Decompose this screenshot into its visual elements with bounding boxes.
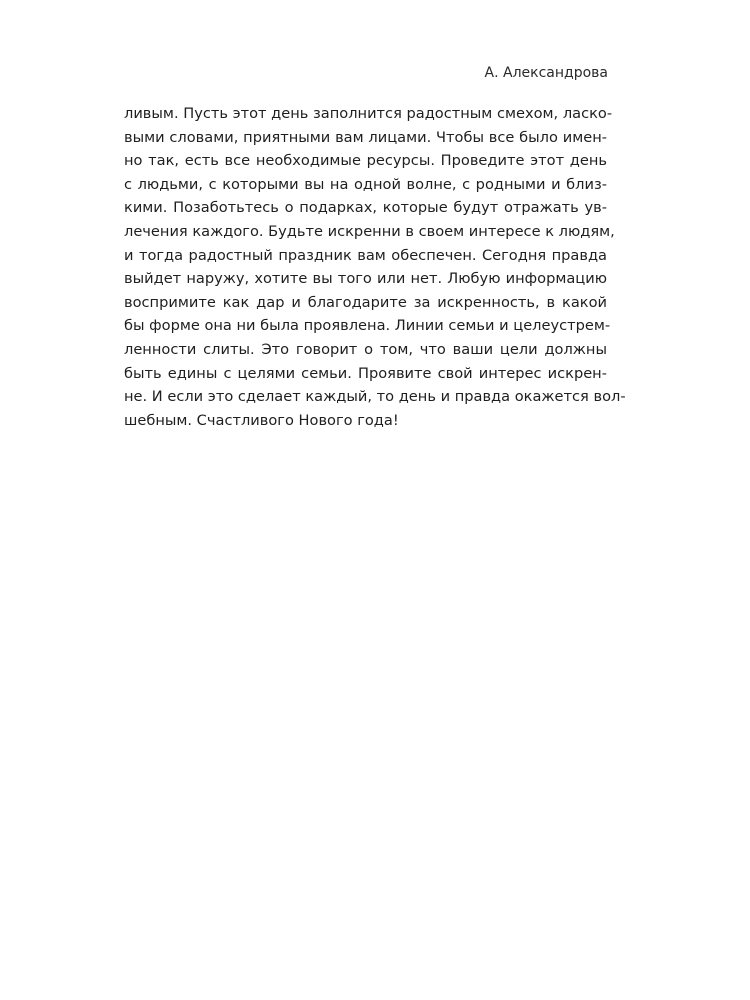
text-line: быть едины с целями семьи. Проявите свой интерес искрен- — [124, 364, 607, 382]
body-paragraph — [124, 102, 626, 432]
text-line: но так, есть все необходимые ресурсы. Проведите этот день — [124, 152, 607, 170]
text-line: выми словами, приятными вам лицами. Чтобы все было имен- — [124, 128, 607, 146]
text-line: выйдет наружу, хотите вы того или нет. Любую информацию — [124, 270, 607, 288]
text-line: и тогда радостный праздник вам обеспечен. Сегодня правда — [124, 246, 607, 264]
running-head-author: А. Александрова — [484, 65, 608, 81]
text-line: воспримите как дар и благодарите за искренность, в какой — [124, 293, 607, 311]
text-line: не. И если это сделает каждый, то день и правда окажется вол- — [124, 388, 626, 406]
text-line: ленности слиты. Это говорит о том, что ваши цели должны — [124, 340, 607, 358]
text-line: бы форме она ни была проявлена. Линии семьи и целеустрем- — [124, 317, 611, 335]
text-line: кими. Позаботьтесь о подарках, которые будут отражать ув- — [124, 199, 607, 217]
text-line: с людьми, с которыми вы на одной волне, с родными и близ- — [124, 175, 607, 193]
text-line: ливым. Пусть этот день заполнится радостным смехом, ласко- — [124, 105, 613, 122]
text-line-last: шебным. Счастливого Нового года! — [124, 411, 399, 429]
text-line: лечения каждого. Будьте искренни в своем интересе к людям, — [124, 222, 615, 240]
